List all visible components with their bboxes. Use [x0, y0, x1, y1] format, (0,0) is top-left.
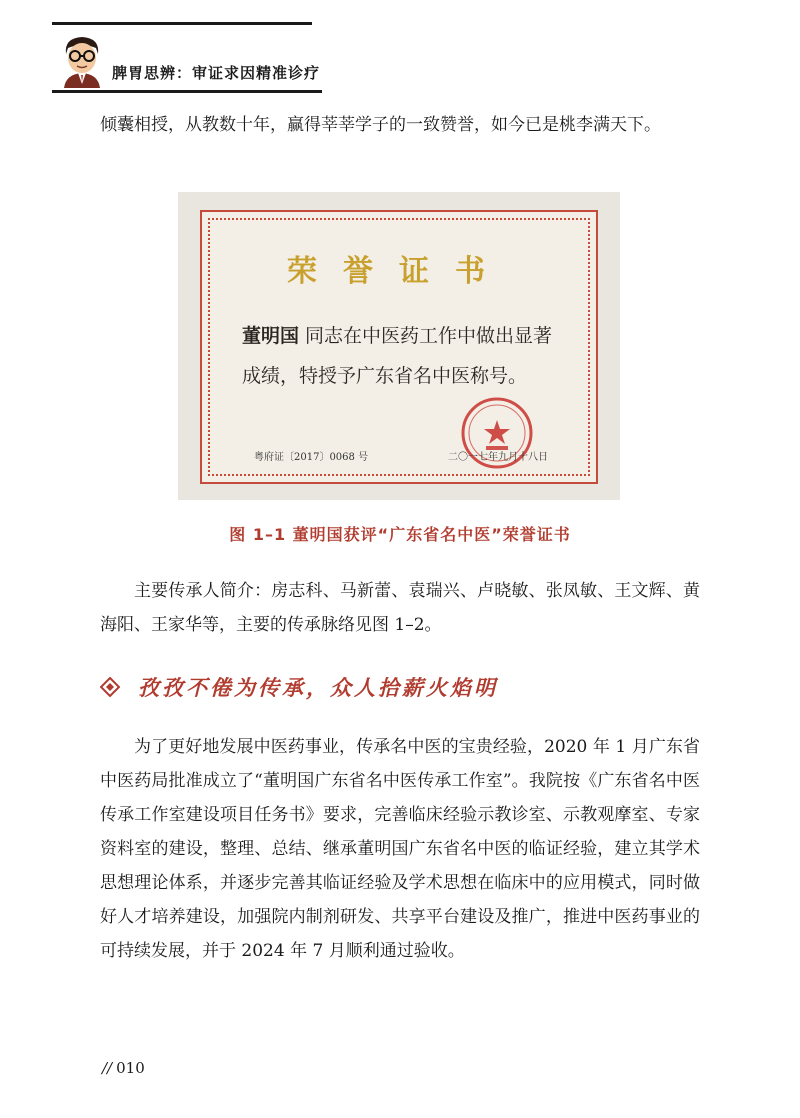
certificate-name: 董明国 — [242, 325, 300, 347]
figure-caption: 图 1–1 董明国获评“广东省名中医”荣誉证书 — [229, 525, 571, 544]
certificate — [200, 210, 598, 484]
certificate-body — [242, 316, 566, 396]
header-title: 脾胃思辨：审证求因精准诊疗 — [112, 64, 321, 82]
page-number: 010 — [116, 1059, 145, 1077]
certificate-title: 荣誉证书 — [287, 254, 511, 289]
section-heading — [100, 672, 700, 702]
header-rule-top — [52, 22, 312, 25]
page-footer — [102, 1059, 145, 1077]
header-rule-bottom — [52, 90, 322, 93]
page-header — [52, 22, 372, 92]
glasses-man-icon — [58, 32, 106, 88]
diamond-bullet-icon — [100, 677, 120, 697]
paragraph-successors: 主要传承人简介：房志科、马新蕾、袁瑞兴、卢晓敏、张凤敏、王文辉、黄海阳、王家华等，主要的传承脉络见图 1–2。 — [100, 581, 700, 635]
footer-slashes: // — [102, 1059, 113, 1077]
section-heading-text: 孜孜不倦为传承，众人拾薪火焰明 — [138, 675, 498, 700]
certificate-code: 粤府证〔2017〕0068 号 — [254, 452, 369, 463]
certificate-body-text: 同志在中医药工作中做出显著成绩，特授予广东省名中医称号。 — [242, 325, 553, 387]
certificate-date: 二〇一七年九月十八日 — [448, 452, 548, 463]
paragraph-intro-continued: 倾囊相授，从教数十年，赢得莘莘学子的一致赞誉，如今已是桃李满天下。 — [100, 115, 661, 135]
certificate-photo — [178, 192, 620, 500]
paragraph-studio: 为了更好地发展中医药事业，传承名中医的宝贵经验，2020 年 1 月广东省中医药局批准成立了“董明国广东省名中医传承工作室”。我院按《广东省名中医传承工作室建设项目任务书》要求，完善临床经验示教诊室、示教观摩室、专家资料室的建设，整理、总结、继承董明国广东省名中医的临证经验，建立其学术思想理论体系，并逐步完善其临证经验及学术思想在临床中的应用模式，同时做好人才培养建设，加强院内制剂研发、共享平台建设及推广，推进中医药事业的可持续发展，并于 2024 年 7 月顺利通过验收。 — [100, 737, 700, 961]
